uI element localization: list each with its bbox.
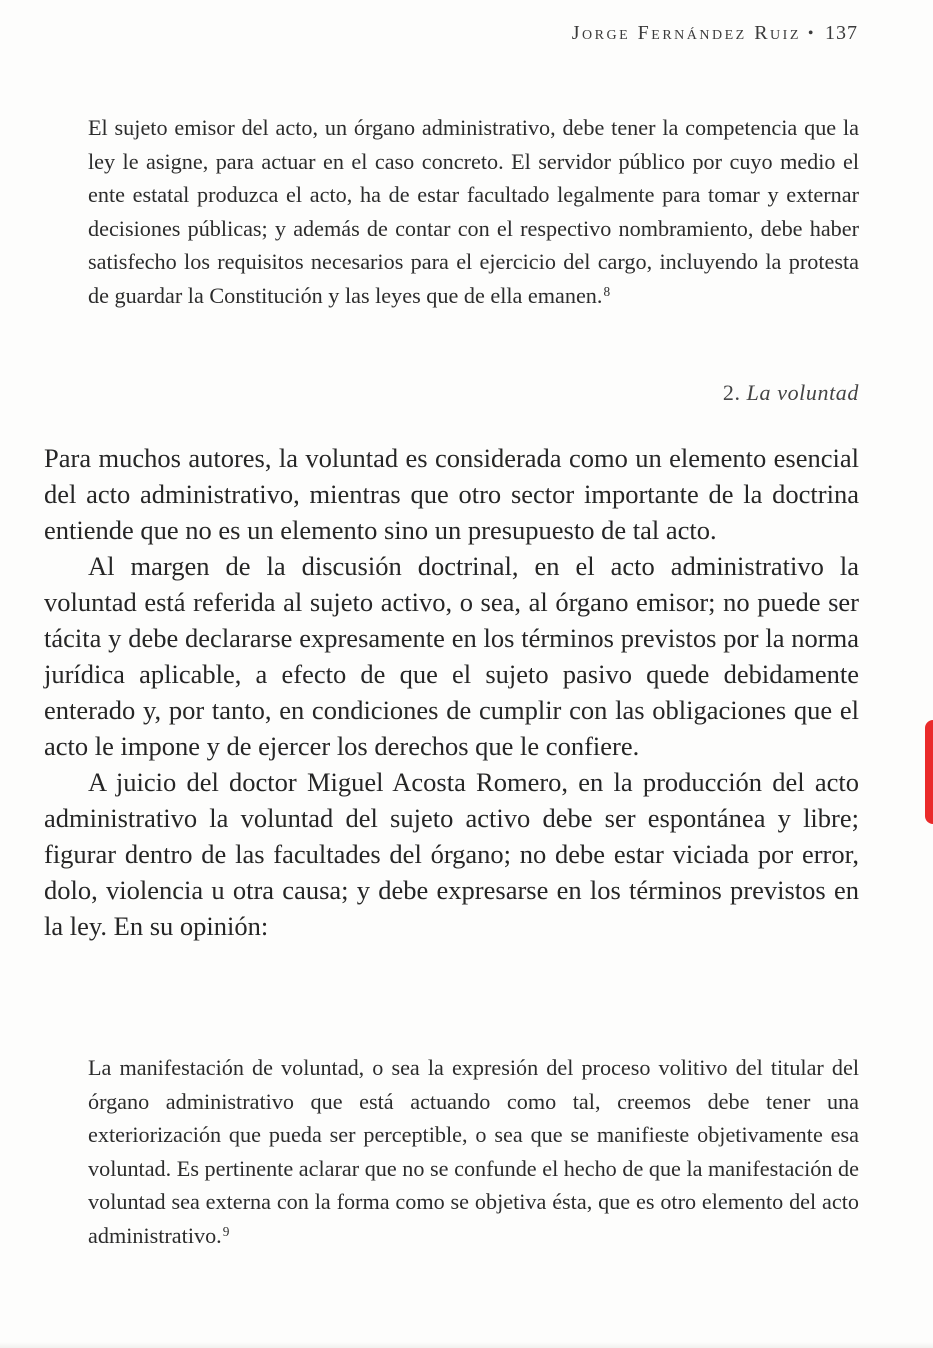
section-number: 2. xyxy=(722,380,741,405)
block-quote-1 xyxy=(88,111,859,313)
footnote-ref-8[interactable]: 8 xyxy=(603,283,611,299)
footnote-ref-9[interactable]: 9 xyxy=(222,1223,230,1239)
header-author: Jorge Fernández Ruiz xyxy=(571,22,801,44)
page-number: 137 xyxy=(825,22,858,44)
body-paragraph-3: A juicio del doctor Miguel Acosta Romero, en la producción del acto administrativo la voluntad del sujeto activo debe ser espontánea y libre; figurar dentro de las facultades del órgano; no debe estar viciada por error, dolo, violencia u otra causa; y debe expresarse en los términos previstos en la ley. En su opinión: xyxy=(44,767,859,941)
header-separator: • xyxy=(807,25,816,42)
block-quote-2 xyxy=(88,1051,859,1253)
section-title: La voluntad xyxy=(746,380,859,405)
quote-1-text: El sujeto emisor del acto, un órgano administrativo, debe tener la competencia que la ley le asigne, para actuar en el caso concreto. El servidor público por cuyo medio el ente estatal produzca el acto, ha de estar facultado legalmente para tomar y externar decisiones públicas; y además de contar con el respectivo nombramiento, debe haber satisfecho los requisitos necesarios para el ejercicio del cargo, incluyendo la protesta de guardar la Constitución y las leyes que de ella emanen. xyxy=(88,115,859,308)
body-text xyxy=(44,440,859,944)
body-paragraph-2: Al margen de la discusión doctrinal, en el acto administrativo la voluntad está referida al sujeto activo, o sea, al órgano emisor; no puede ser tácita y debe declararse expresamente en los términos previstos por la norma jurídica aplicable, a efecto de que el sujeto pasivo quede debidamente enterado y, por tanto, en condiciones de cumplir con las obligaciones que el acto le impone y de ejercer los derechos que le confiere. xyxy=(44,551,859,761)
section-heading xyxy=(723,380,859,406)
running-header xyxy=(572,22,858,45)
page-bottom-shadow xyxy=(0,1342,933,1348)
quote-2-text: La manifestación de voluntad, o sea la expresión del proceso volitivo del titular del órgano administrativo que está actuando como tal, creemos debe tener una exteriorización que pueda ser perceptible, o sea que se manifieste objetivamente esa voluntad. Es pertinente aclarar que no se confunde el hecho de que la manifestación de voluntad sea externa con la forma como se objetiva ésta, que es otro elemento del acto administrativo. xyxy=(88,1055,859,1248)
scroll-edge-tab[interactable] xyxy=(925,720,933,824)
body-paragraph-1: Para muchos autores, la voluntad es considerada como un elemento esencial del acto administrativo, mientras que otro sector importante de la doctrina entiende que no es un elemento sino un presupuesto de tal acto. xyxy=(44,443,859,545)
